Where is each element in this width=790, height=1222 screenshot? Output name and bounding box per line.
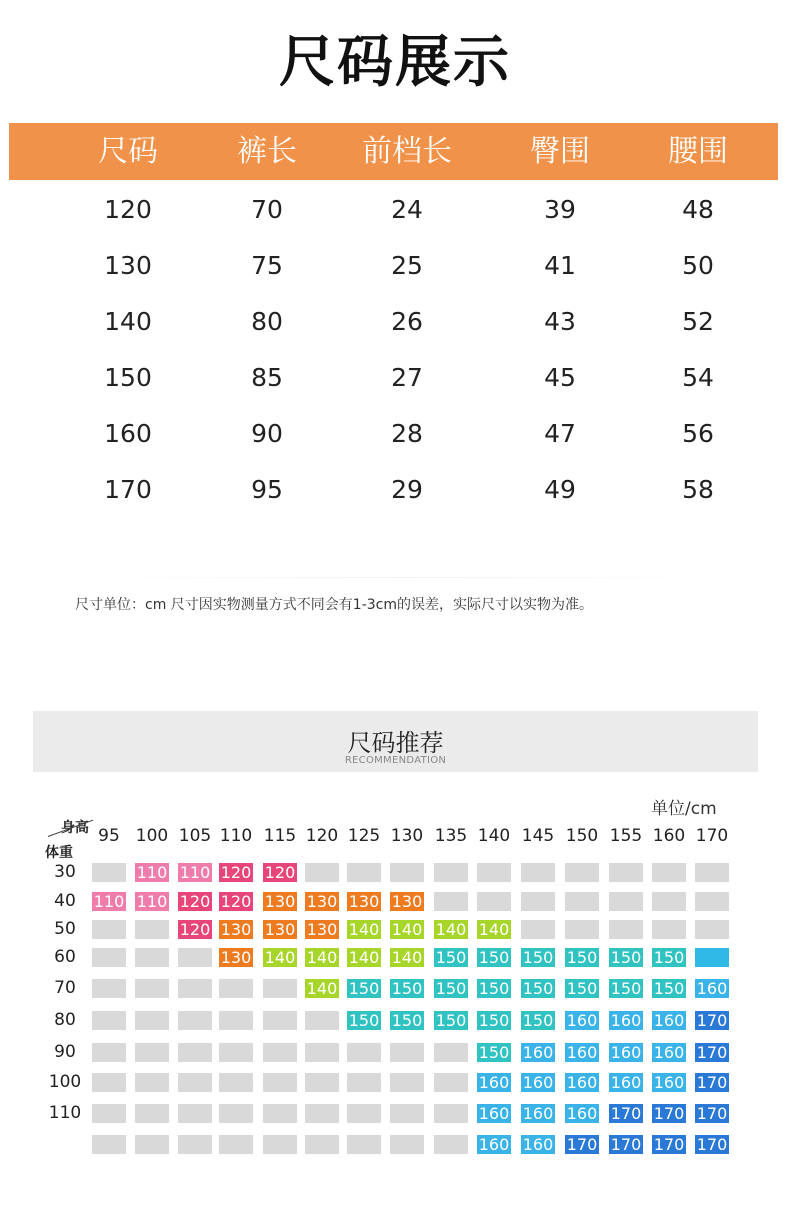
size-table-cell: 48 xyxy=(682,195,714,224)
size-cell-130: 130 xyxy=(220,920,252,939)
size-cell-150: 150 xyxy=(610,948,642,967)
size-cell-150: 150 xyxy=(478,1011,510,1030)
size-cell-empty xyxy=(521,863,555,882)
unit-label: 单位/cm xyxy=(651,799,717,819)
height-column-label: 105 xyxy=(178,826,212,846)
size-cell-160: 160 xyxy=(522,1073,554,1092)
size-table xyxy=(9,123,778,516)
size-cell-empty xyxy=(263,1135,297,1154)
recommendation-banner xyxy=(33,711,758,772)
size-cell-empty xyxy=(219,979,253,998)
size-cell-170: 170 xyxy=(653,1104,685,1123)
size-cell-empty xyxy=(434,892,468,911)
size-cell-170: 170 xyxy=(566,1135,598,1154)
size-cell-empty xyxy=(178,1104,212,1123)
size-cell-empty xyxy=(135,979,169,998)
size-cell-170: 170 xyxy=(696,1073,728,1092)
size-table-cell: 24 xyxy=(391,195,423,224)
size-table-cell: 25 xyxy=(391,251,423,280)
weight-row-label: 40 xyxy=(54,891,76,911)
size-cell-150: 150 xyxy=(566,948,598,967)
size-cell-160: 160 xyxy=(610,1043,642,1062)
size-cell-empty xyxy=(178,979,212,998)
size-cell-160: 160 xyxy=(653,1011,685,1030)
size-cell-empty xyxy=(609,892,643,911)
size-cell-empty xyxy=(92,948,126,967)
size-cell-120: 120 xyxy=(220,863,252,882)
size-cell-empty xyxy=(347,1073,381,1092)
size-cell-160: 160 xyxy=(522,1104,554,1123)
size-cell-empty xyxy=(92,1135,126,1154)
size-cell-empty xyxy=(178,1073,212,1092)
size-cell-empty xyxy=(135,948,169,967)
size-table-cell: 26 xyxy=(391,307,423,336)
size-cell-160: 160 xyxy=(610,1073,642,1092)
size-cell-160: 160 xyxy=(478,1135,510,1154)
size-cell-160: 160 xyxy=(566,1073,598,1092)
size-cell-empty xyxy=(178,1043,212,1062)
size-table-row xyxy=(9,292,778,348)
size-table-cell: 54 xyxy=(682,363,714,392)
size-cell-empty xyxy=(609,920,643,939)
height-column-label: 170 xyxy=(695,826,729,846)
size-cell-empty xyxy=(347,863,381,882)
size-cell-empty xyxy=(263,979,297,998)
size-cell-120: 120 xyxy=(179,892,211,911)
size-cell-150: 150 xyxy=(653,948,685,967)
size-cell-empty xyxy=(92,979,126,998)
size-cell-empty xyxy=(219,1135,253,1154)
height-column-label: 140 xyxy=(477,826,511,846)
size-cell-empty xyxy=(652,920,686,939)
size-table-cell: 90 xyxy=(251,419,283,448)
size-cell-filled xyxy=(695,948,729,967)
size-cell-empty xyxy=(135,920,169,939)
size-cell-150: 150 xyxy=(435,1011,467,1030)
measurement-note: 尺寸单位：cm 尺寸因实物测量方式不同会有1-3cm的误差，实际尺寸以实物为准。 xyxy=(75,597,593,613)
size-cell-150: 150 xyxy=(522,979,554,998)
size-cell-140: 140 xyxy=(264,948,296,967)
height-column-label: 155 xyxy=(609,826,643,846)
size-cell-150: 150 xyxy=(566,979,598,998)
weight-row-label: 50 xyxy=(54,919,76,939)
size-cell-empty xyxy=(565,892,599,911)
weight-row-label: 110 xyxy=(48,1103,82,1123)
size-cell-empty xyxy=(477,863,511,882)
size-cell-empty xyxy=(390,1104,424,1123)
size-cell-empty xyxy=(305,1011,339,1030)
size-cell-empty xyxy=(305,1104,339,1123)
weight-row-label: 70 xyxy=(54,978,76,998)
size-cell-empty xyxy=(434,1104,468,1123)
size-table-cell: 56 xyxy=(682,419,714,448)
size-table-header-cell: 尺码 xyxy=(98,134,158,169)
size-cell-150: 150 xyxy=(610,979,642,998)
size-cell-empty xyxy=(305,1073,339,1092)
size-cell-empty xyxy=(305,1043,339,1062)
size-cell-160: 160 xyxy=(610,1011,642,1030)
size-cell-empty xyxy=(305,1135,339,1154)
size-cell-empty xyxy=(434,1043,468,1062)
size-cell-140: 140 xyxy=(348,920,380,939)
size-cell-empty xyxy=(219,1011,253,1030)
size-cell-150: 150 xyxy=(348,979,380,998)
size-cell-150: 150 xyxy=(435,948,467,967)
size-cell-110: 110 xyxy=(93,892,125,911)
size-cell-160: 160 xyxy=(566,1104,598,1123)
size-table-cell: 70 xyxy=(251,195,283,224)
size-cell-empty xyxy=(263,1011,297,1030)
size-cell-160: 160 xyxy=(522,1135,554,1154)
size-cell-empty xyxy=(521,892,555,911)
size-cell-140: 140 xyxy=(306,979,338,998)
size-cell-empty xyxy=(219,1043,253,1062)
height-column-label: 160 xyxy=(652,826,686,846)
corner-weight-label: 体重 xyxy=(45,845,73,861)
size-cell-empty xyxy=(434,1135,468,1154)
size-cell-empty xyxy=(92,1073,126,1092)
size-cell-empty xyxy=(92,1043,126,1062)
size-cell-150: 150 xyxy=(478,948,510,967)
height-column-label: 110 xyxy=(219,826,253,846)
height-column-label: 120 xyxy=(305,826,339,846)
size-table-cell: 140 xyxy=(104,307,152,336)
size-cell-empty xyxy=(135,1011,169,1030)
size-cell-170: 170 xyxy=(653,1135,685,1154)
size-cell-empty xyxy=(695,892,729,911)
height-column-label: 150 xyxy=(565,826,599,846)
weight-row-label: 90 xyxy=(54,1042,76,1062)
size-cell-empty xyxy=(347,1043,381,1062)
size-table-cell: 29 xyxy=(391,475,423,504)
size-cell-empty xyxy=(390,863,424,882)
size-cell-110: 110 xyxy=(136,863,168,882)
size-cell-empty xyxy=(135,1135,169,1154)
size-cell-empty xyxy=(477,892,511,911)
size-table-cell: 150 xyxy=(104,363,152,392)
size-cell-empty xyxy=(347,1135,381,1154)
size-cell-150: 150 xyxy=(522,948,554,967)
size-cell-140: 140 xyxy=(306,948,338,967)
size-cell-150: 150 xyxy=(478,979,510,998)
size-table-header-cell: 臀围 xyxy=(530,134,590,169)
size-table-header-cell: 腰围 xyxy=(668,134,728,169)
size-cell-110: 110 xyxy=(179,863,211,882)
size-cell-empty xyxy=(434,1073,468,1092)
size-cell-empty xyxy=(92,1104,126,1123)
size-cell-empty xyxy=(347,1104,381,1123)
size-table-row xyxy=(9,460,778,516)
size-cell-empty xyxy=(390,1043,424,1062)
size-cell-130: 130 xyxy=(348,892,380,911)
size-cell-empty xyxy=(263,1104,297,1123)
size-cell-140: 140 xyxy=(348,948,380,967)
size-table-cell: 160 xyxy=(104,419,152,448)
size-cell-160: 160 xyxy=(696,979,728,998)
size-cell-empty xyxy=(92,1011,126,1030)
size-cell-empty xyxy=(92,920,126,939)
size-cell-150: 150 xyxy=(653,979,685,998)
size-table-cell: 50 xyxy=(682,251,714,280)
corner-height-label: 身高 xyxy=(61,820,89,836)
size-cell-empty xyxy=(219,1104,253,1123)
size-cell-140: 140 xyxy=(391,948,423,967)
size-cell-160: 160 xyxy=(566,1011,598,1030)
size-table-row xyxy=(9,348,778,404)
size-cell-empty xyxy=(390,1073,424,1092)
recommendation-subtitle: RECOMMENDATION xyxy=(344,755,447,766)
weight-row-label: 30 xyxy=(54,862,76,882)
size-cell-150: 150 xyxy=(478,1043,510,1062)
size-table-row xyxy=(9,180,778,236)
size-table-cell: 52 xyxy=(682,307,714,336)
size-cell-empty xyxy=(695,920,729,939)
size-table-cell: 49 xyxy=(544,475,576,504)
size-cell-140: 140 xyxy=(435,920,467,939)
size-cell-130: 130 xyxy=(220,948,252,967)
size-cell-170: 170 xyxy=(610,1104,642,1123)
recommendation-title: 尺码推荐 xyxy=(347,729,444,757)
size-cell-130: 130 xyxy=(264,920,296,939)
size-cell-160: 160 xyxy=(522,1043,554,1062)
size-cell-170: 170 xyxy=(696,1011,728,1030)
size-cell-empty xyxy=(565,920,599,939)
height-column-label: 145 xyxy=(521,826,555,846)
size-cell-140: 140 xyxy=(478,920,510,939)
size-table-header-cell: 前档长 xyxy=(362,134,452,169)
size-cell-130: 130 xyxy=(264,892,296,911)
size-cell-150: 150 xyxy=(391,1011,423,1030)
size-cell-empty xyxy=(92,863,126,882)
size-cell-empty xyxy=(135,1043,169,1062)
size-cell-170: 170 xyxy=(696,1135,728,1154)
size-cell-empty xyxy=(263,1073,297,1092)
size-table-cell: 39 xyxy=(544,195,576,224)
size-cell-130: 130 xyxy=(306,920,338,939)
size-table-cell: 27 xyxy=(391,363,423,392)
size-cell-150: 150 xyxy=(435,979,467,998)
size-cell-empty xyxy=(652,863,686,882)
size-table-header-cell: 裤长 xyxy=(237,134,297,169)
size-cell-empty xyxy=(305,863,339,882)
size-cell-150: 150 xyxy=(391,979,423,998)
size-cell-150: 150 xyxy=(522,1011,554,1030)
size-table-row xyxy=(9,404,778,460)
size-table-cell: 43 xyxy=(544,307,576,336)
size-cell-empty xyxy=(695,863,729,882)
size-cell-160: 160 xyxy=(478,1073,510,1092)
size-table-cell: 41 xyxy=(544,251,576,280)
size-cell-150: 150 xyxy=(348,1011,380,1030)
height-column-label: 130 xyxy=(390,826,424,846)
size-cell-empty xyxy=(263,1043,297,1062)
weight-row-label: 60 xyxy=(54,947,76,967)
size-table-cell: 75 xyxy=(251,251,283,280)
size-table-cell: 85 xyxy=(251,363,283,392)
size-cell-empty xyxy=(434,863,468,882)
size-table-cell: 130 xyxy=(104,251,152,280)
size-cell-160: 160 xyxy=(653,1043,685,1062)
size-table-cell: 120 xyxy=(104,195,152,224)
height-column-label: 125 xyxy=(347,826,381,846)
size-cell-160: 160 xyxy=(653,1073,685,1092)
size-cell-empty xyxy=(178,1011,212,1030)
size-cell-170: 170 xyxy=(696,1104,728,1123)
weight-row-label: 100 xyxy=(48,1072,82,1092)
size-table-cell: 58 xyxy=(682,475,714,504)
height-column-label: 135 xyxy=(434,826,468,846)
page-title: 尺码展示 xyxy=(279,30,511,95)
size-table-cell: 170 xyxy=(104,475,152,504)
size-table-cell: 95 xyxy=(251,475,283,504)
size-cell-empty xyxy=(135,1073,169,1092)
size-cell-170: 170 xyxy=(696,1043,728,1062)
size-cell-empty xyxy=(178,948,212,967)
size-cell-empty xyxy=(609,863,643,882)
size-cell-empty xyxy=(652,892,686,911)
size-cell-empty xyxy=(178,1135,212,1154)
size-table-cell: 45 xyxy=(544,363,576,392)
size-cell-120: 120 xyxy=(179,920,211,939)
height-column-label: 95 xyxy=(98,826,120,846)
size-table-row xyxy=(9,236,778,292)
height-column-label: 100 xyxy=(135,826,169,846)
size-table-header xyxy=(9,123,778,180)
size-cell-empty xyxy=(390,1135,424,1154)
size-cell-120: 120 xyxy=(220,892,252,911)
size-cell-130: 130 xyxy=(391,892,423,911)
size-cell-160: 160 xyxy=(478,1104,510,1123)
size-cell-empty xyxy=(565,863,599,882)
size-table-cell: 28 xyxy=(391,419,423,448)
divider-line xyxy=(78,577,728,578)
size-cell-110: 110 xyxy=(136,892,168,911)
size-cell-empty xyxy=(521,920,555,939)
weight-row-label: 80 xyxy=(54,1010,76,1030)
size-cell-empty xyxy=(135,1104,169,1123)
size-cell-170: 170 xyxy=(610,1135,642,1154)
size-table-cell: 80 xyxy=(251,307,283,336)
size-table-body xyxy=(9,180,778,516)
size-table-cell: 47 xyxy=(544,419,576,448)
size-cell-140: 140 xyxy=(391,920,423,939)
size-cell-130: 130 xyxy=(306,892,338,911)
size-cell-120: 120 xyxy=(264,863,296,882)
size-cell-160: 160 xyxy=(566,1043,598,1062)
height-column-label: 115 xyxy=(263,826,297,846)
size-cell-empty xyxy=(219,1073,253,1092)
